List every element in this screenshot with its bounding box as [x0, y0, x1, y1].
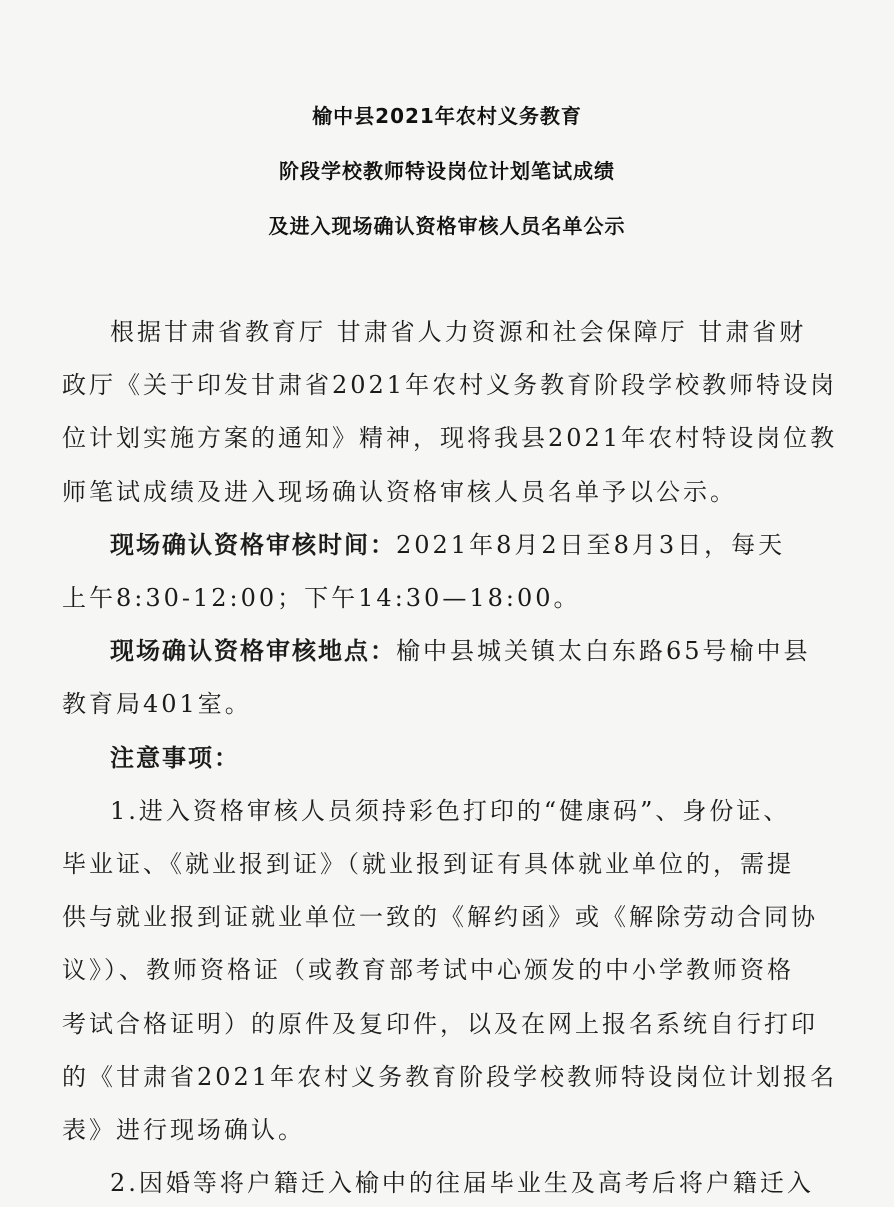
- note-1-line-6: 的《甘肃省2021年农村义务教育阶段学校教师特设岗位计划报名: [62, 1063, 838, 1091]
- note-1-line-5: 考试合格证明）的原件及复印件，以及在网上报名系统自行打印: [62, 1010, 818, 1038]
- note-2-line-1: 2.因婚等将户籍迁入榆中的往届毕业生及高考后将户籍迁入: [110, 1169, 814, 1197]
- time-line-2: 上午8:30-12:00；下午14:30—18:00。: [62, 584, 581, 612]
- time-line-1: [110, 525, 842, 560]
- note-1-line-4: 议》）、教师资格证（或教育部考试中心颁发的中小学教师资格: [62, 956, 794, 984]
- place-line-2: 教育局401室。: [62, 690, 252, 718]
- intro-line-1: 根据甘肃省教育厅 甘肃省人力资源和社会保障厅 甘肃省财: [110, 318, 807, 346]
- place-line-1: [110, 631, 842, 666]
- note-1-line-1: 1.进入资格审核人员须持彩色打印的“健康码”、身份证、: [110, 797, 791, 825]
- title-line-2: 阶段学校教师特设岗位计划笔试成绩: [279, 159, 615, 183]
- intro-line-3: 位计划实施方案的通知》精神，现将我县2021年农村特设岗位教: [62, 424, 838, 452]
- intro-line-2: 政厅《关于印发甘肃省2021年农村义务教育阶段学校教师特设岗: [62, 371, 838, 399]
- time-label: 现场确认资格审核时间：: [110, 531, 396, 559]
- notes-heading: 注意事项：: [110, 744, 240, 772]
- time-value: 2021年8月2日至8月3日，每天: [396, 531, 786, 559]
- place-label: 现场确认资格审核地点：: [110, 637, 396, 665]
- title-line-1: 榆中县2021年农村义务教育: [312, 104, 582, 128]
- title-line-3: 及进入现场确认资格审核人员名单公示: [268, 214, 626, 238]
- note-1-line-3: 供与就业报到证就业单位一致的《解约函》或《解除劳动合同协: [62, 903, 818, 931]
- note-1-line-2: 毕业证、《就业报到证》（就业报到证有具体就业单位的，需提: [62, 850, 794, 878]
- note-1-line-7: 表》进行现场确认。: [62, 1116, 305, 1144]
- place-value: 榆中县城关镇太白东路65号榆中县: [396, 637, 811, 665]
- intro-line-4: 师笔试成绩及进入现场确认资格审核人员名单予以公示。: [62, 478, 737, 506]
